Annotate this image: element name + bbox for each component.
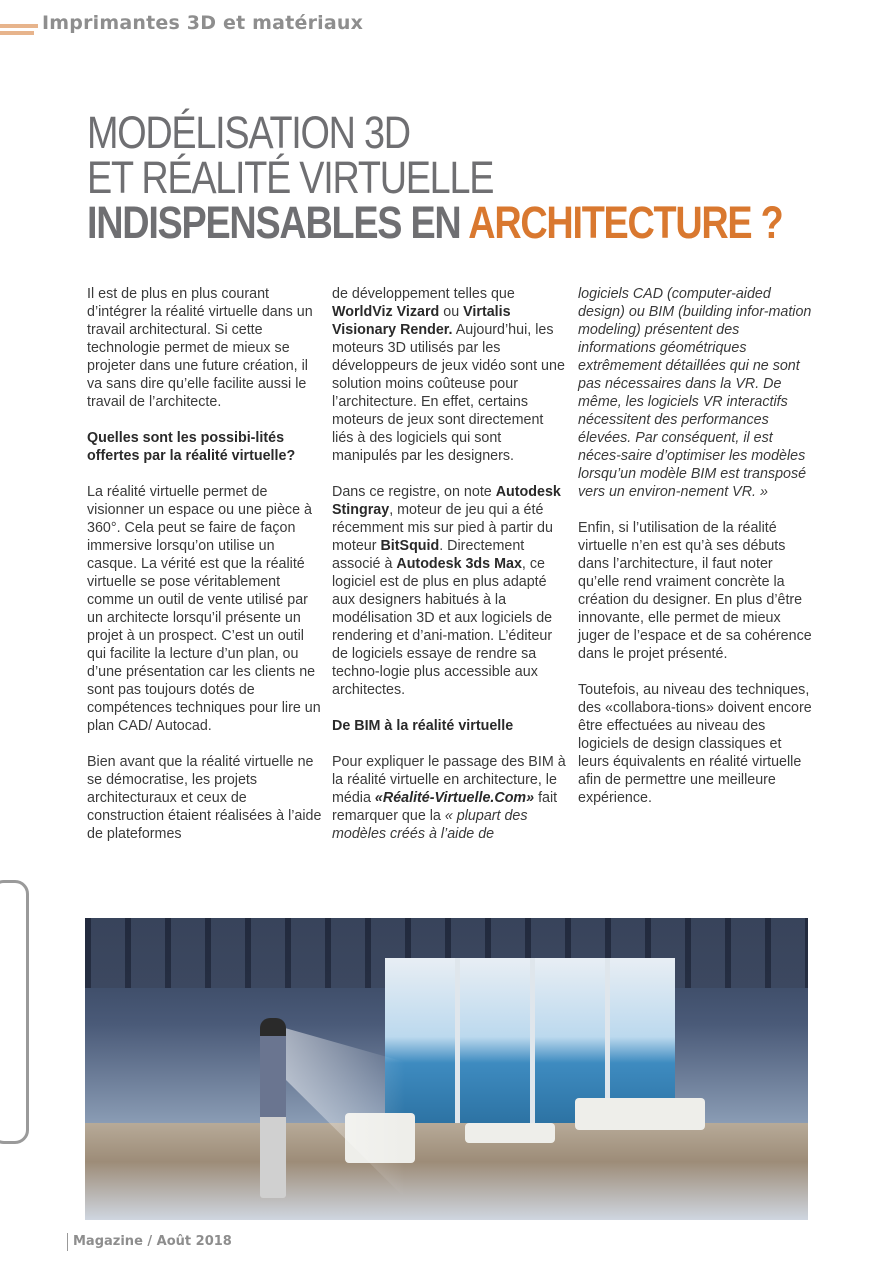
- paragraph: [332, 753, 568, 843]
- text-run: , moteur de jeu qui a été récemment mis sur pied à partir du moteur: [332, 502, 553, 554]
- article-column-2: [332, 285, 568, 861]
- paragraph: [332, 285, 568, 465]
- footer-divider: [67, 1233, 68, 1251]
- bold-text: WorldViz Vizard: [332, 304, 440, 320]
- text-run: Il est de plus en plus courant d’intégrer la réalité virtuelle dans un travail architectural. Si cette technologie permet de mieux se projeter dans une future création, il va sans dire qu’elle facilite aussi le travail de l’architecte.: [87, 286, 313, 410]
- section-title: Imprimantes 3D et matériaux: [42, 12, 364, 34]
- text-run: . Directement associé à: [332, 538, 525, 572]
- text-run: ou: [439, 304, 464, 320]
- text-run: de développement telles que: [332, 286, 515, 302]
- italic-text: logiciels CAD (computer-aided design) ou BIM (building infor-mation modeling) présentent des informations géométriques extrêmement détaillées qui ne sont pas nécessaires dans la VR. De même, les logiciels VR interactifs nécessitent des performances élevées. Par conséquent, il est néces-saire d’optimiser les modèles lorsqu’un modèle BIM est transposé vers un environ-nement VR. »: [578, 286, 812, 500]
- article-column-1: [87, 285, 323, 861]
- paragraph: [87, 753, 323, 843]
- text-run: Aujourd’hui, les moteurs 3D utilisés par les développeurs de jeux vidéo sont une solution moins coûteuse pour l’architecture. En effet, certains moteurs de jeux sont directement liés à des logiciels qui sont manipulés par les designers.: [332, 322, 565, 464]
- italic-text: « plupart des modèles créés à l’aide de: [332, 808, 528, 842]
- paragraph: [87, 483, 323, 735]
- bold-text: Virtalis Visionary Render.: [332, 304, 511, 338]
- text-run: Dans ce registre, on note: [332, 484, 496, 500]
- subheading: [332, 717, 568, 735]
- photo-mullion: [530, 958, 535, 1133]
- bold-text: Autodesk 3ds Max: [396, 556, 522, 572]
- text-run: Quelles sont les possibi-lités offertes par la réalité virtuelle?: [87, 430, 296, 464]
- bold-text: BitSquid: [380, 538, 440, 554]
- subheading: [87, 429, 323, 465]
- text-run: fait remarquer que la: [332, 790, 558, 824]
- text-run: De BIM à la réalité virtuelle: [332, 718, 514, 734]
- bold-text: «Réalité-Virtuelle.Com»: [374, 790, 535, 806]
- article-title: [87, 107, 783, 248]
- text-run: Enfin, si l’utilisation de la réalité virtuelle n’en est qu’à ses débuts dans l’architecture, il faut noter qu’elle rend vraiment concrète la création du designer. En plus d’être innovante, elle permet de mieux juger de l’espace et de sa cohérence dans le projet présenté.: [578, 520, 812, 662]
- photo-mullion: [455, 958, 460, 1133]
- bold-text: Autodesk Stingray: [332, 484, 561, 518]
- title-line-1: MODÉLISATION 3D: [87, 107, 410, 158]
- paragraph: [578, 519, 814, 663]
- text-run: Bien avant que la réalité virtuelle ne se démocratise, les projets architecturaux et ceux de construction étaient réalisées à l’aide de plateformes: [87, 754, 322, 842]
- paragraph: [578, 681, 814, 807]
- footer-issue: Magazine / Août 2018: [73, 1234, 232, 1249]
- paragraph: [578, 285, 814, 501]
- page-edge-decoration: [0, 880, 29, 1144]
- text-run: Toutefois, au niveau des techniques, des «collabora-tions» doivent encore être effectuées au niveau des logiciels de design classiques et leurs équivalents en réalité virtuelle afin de permettre une meilleure expérience.: [578, 682, 812, 806]
- article-column-3: [578, 285, 814, 825]
- title-line-3-text: INDISPENSABLES EN: [87, 197, 469, 248]
- section-accent-bar: [0, 31, 34, 35]
- title-line-3: [87, 197, 783, 248]
- paragraph: [87, 285, 323, 411]
- article-photo-vr-architecture: [85, 918, 808, 1220]
- photo-floor: [85, 1123, 808, 1220]
- photo-person-vr-headset: [260, 1018, 286, 1198]
- photo-sofa: [575, 1098, 705, 1130]
- text-run: La réalité virtuelle permet de visionner un espace ou une pièce à 360°. Cela peut se faire de façon immersive lorsqu’on utilise un casque. La vérité est que la réalité virtuelle se pose véritablement comme un outil de vente utilisé par un architecte lorsqu’il présente un projet à un prospect. C’est un outil qui facilite la lecture d’un plan, ou d’une présentation car les clients ne sont pas toujours dotés de compétences techniques pour lire un plan CAD/ Autocad.: [87, 484, 321, 734]
- text-run: , ce logiciel est de plus en plus adapté aux designers habitués à la modélisation 3D et aux logiciels de rendering et d’ani-mation. L’éditeur de logiciels essaye de rendre sa techno-logie plus accessible aux architectes.: [332, 556, 553, 698]
- title-accent: ARCHITECTURE ?: [468, 197, 783, 248]
- section-accent-bar: [0, 24, 38, 28]
- photo-table: [465, 1123, 555, 1143]
- text-run: Pour expliquer le passage des BIM à la réalité virtuelle en architecture, le média: [332, 754, 566, 806]
- title-line-2: ET RÉALITÉ VIRTUELLE: [87, 152, 494, 203]
- paragraph: [332, 483, 568, 699]
